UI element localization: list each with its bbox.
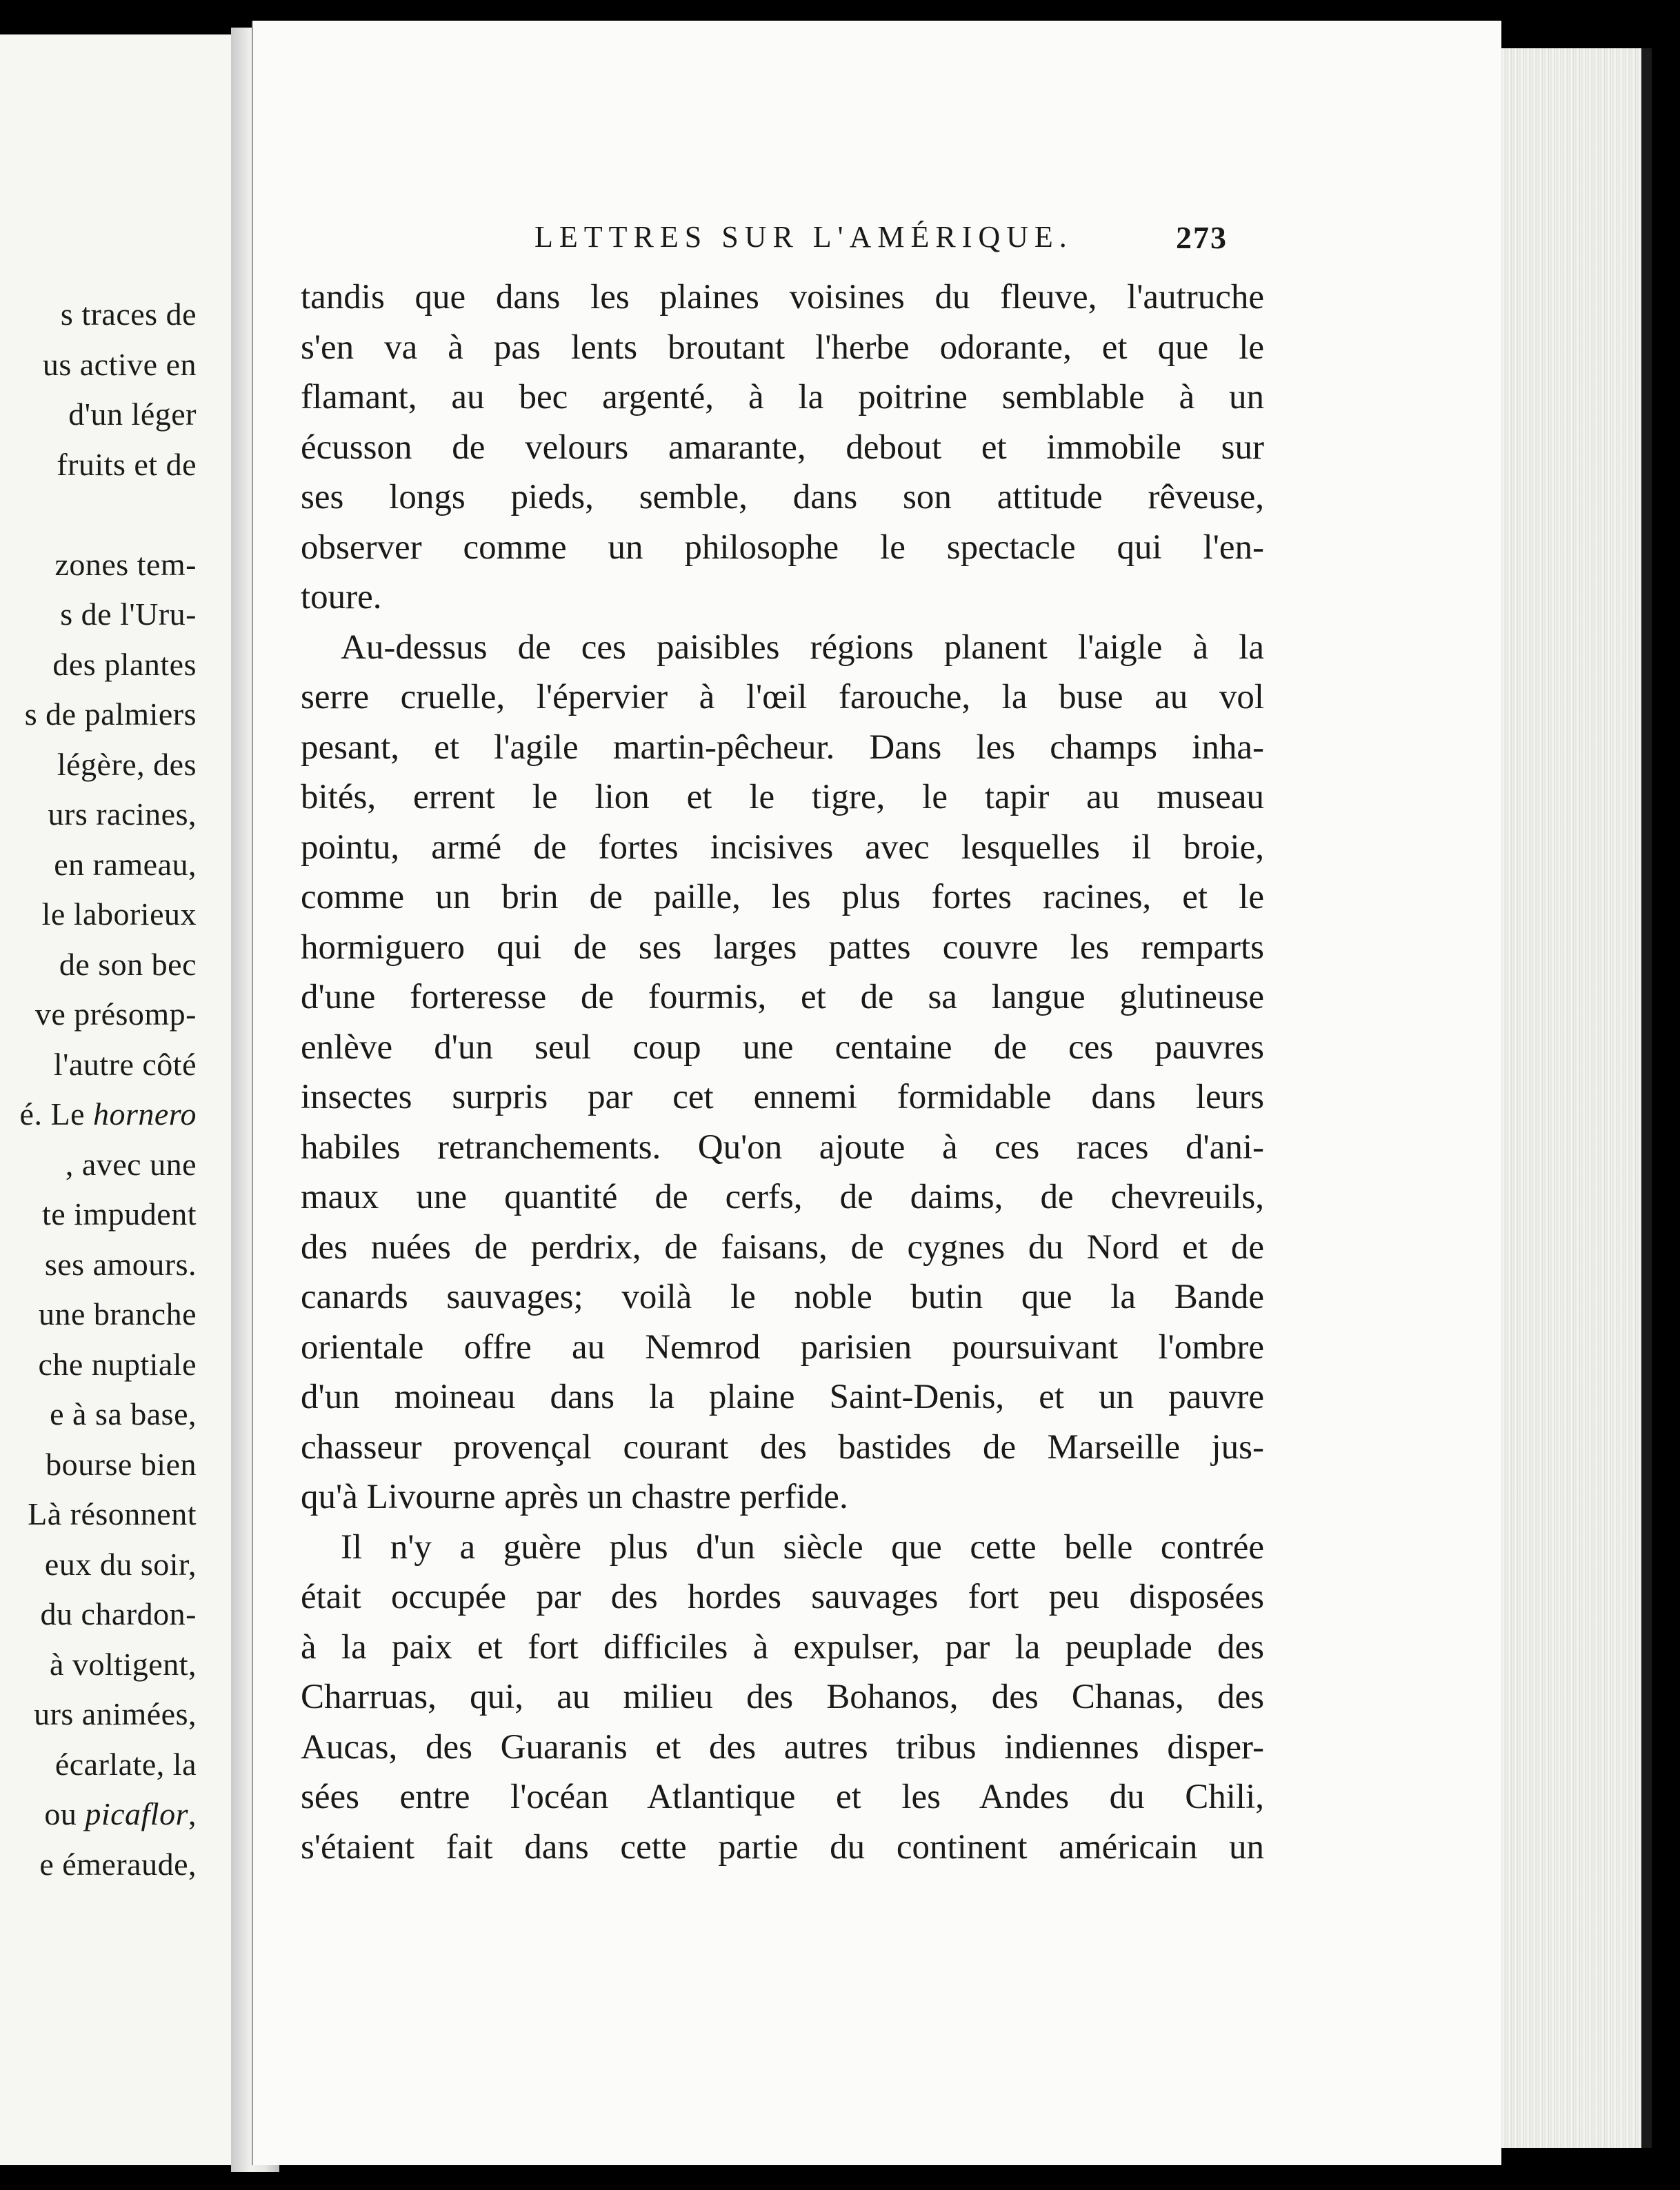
italic-word: picaflor bbox=[85, 1796, 188, 1831]
facing-line: ve présomp- bbox=[34, 996, 197, 1032]
text-line: bités, errent le lion et le tigre, le tapir au museau bbox=[301, 778, 1264, 816]
text-line: enlève d'un seul coup une centaine de ces pauvres bbox=[301, 1027, 1264, 1067]
facing-line: en rameau, bbox=[54, 846, 197, 882]
facing-line: ses amours. bbox=[44, 1246, 197, 1282]
facing-line: é. Le hornero bbox=[19, 1096, 197, 1132]
text-line: insectes surpris par cet ennemi formidable dans leurs bbox=[301, 1078, 1264, 1116]
facing-line: s traces de bbox=[60, 297, 197, 332]
text-line: maux une quantité de cerfs, de daims, de chevreuils, bbox=[301, 1178, 1264, 1216]
facing-line: us active en bbox=[42, 346, 197, 382]
text-line: observer comme un philosophe le spectacle qui l'en- bbox=[301, 528, 1264, 567]
facing-page-text bbox=[0, 290, 197, 1889]
text-line: ses longs pieds, semble, dans son attitude rêveuse, bbox=[301, 478, 1264, 516]
italic-word: hornero bbox=[92, 1096, 197, 1132]
facing-line: des plantes bbox=[52, 646, 197, 682]
text-line: Aucas, des Guaranis et des autres tribus indiennes disper- bbox=[301, 1727, 1264, 1767]
text-line: serre cruelle, l'épervier à l'œil farouche, la buse au vol bbox=[301, 678, 1264, 716]
text-line: canards sauvages; voilà le noble butin que la Bande bbox=[301, 1278, 1264, 1316]
facing-line: e émeraude, bbox=[39, 1846, 197, 1882]
page-number: 273 bbox=[1176, 220, 1228, 255]
text-line: était occupée par des hordes sauvages fort peu disposées bbox=[301, 1578, 1264, 1616]
text-line: qu'à Livourne après un chastre perfide. bbox=[301, 1478, 848, 1516]
text-line: Charruas, qui, au milieu des Bohanos, des Chanas, des bbox=[301, 1678, 1264, 1716]
facing-line: s de palmiers bbox=[24, 696, 197, 732]
facing-line: écarlate, la bbox=[54, 1746, 197, 1782]
text-line: pesant, et l'agile martin-pêcheur. Dans les champs inha- bbox=[301, 727, 1264, 767]
text-line: écusson de velours amarante, debout et immobile sur bbox=[301, 428, 1264, 467]
facing-line: e à sa base, bbox=[50, 1396, 197, 1431]
text-line: hormiguero qui de ses larges pattes couvre les remparts bbox=[301, 927, 1264, 967]
facing-line: le laborieux bbox=[41, 896, 197, 932]
facing-line: à voltigent, bbox=[50, 1646, 197, 1682]
facing-line: d'un léger bbox=[68, 396, 197, 432]
facing-line: du chardon- bbox=[40, 1596, 197, 1631]
body-text bbox=[301, 272, 1264, 1872]
facing-line: urs animées, bbox=[34, 1696, 197, 1731]
facing-line: zones tem- bbox=[54, 546, 197, 582]
text-line: habiles retranchements. Qu'on ajoute à ces races d'ani- bbox=[301, 1127, 1264, 1167]
facing-line bbox=[0, 490, 197, 540]
facing-page-left bbox=[0, 34, 233, 2165]
facing-line: che nuptiale bbox=[38, 1346, 197, 1382]
running-title: LETTRES SUR L'AMÉRIQUE. bbox=[534, 220, 1073, 254]
facing-line: eux du soir, bbox=[44, 1546, 197, 1582]
facing-line: s de l'Uru- bbox=[60, 596, 197, 632]
text-line: s'en va à pas lents broutant l'herbe odorante, et que le bbox=[301, 328, 1264, 367]
paragraph-start: Il n'y a guère plus d'un siècle que cette belle contrée bbox=[341, 1527, 1264, 1567]
text-line: s'étaient fait dans cette partie du continent américain un bbox=[301, 1827, 1264, 1867]
facing-line: , avec une bbox=[65, 1146, 197, 1182]
text-line: comme un brin de paille, les plus fortes racines, et le bbox=[301, 878, 1264, 916]
text-line: à la paix et fort difficiles à expulser, par la peuplade des bbox=[301, 1627, 1264, 1667]
text-line: chasseur provençal courant des bastides de Marseille jus- bbox=[301, 1427, 1264, 1467]
text-line: d'une forteresse de fourmis, et de sa langue glutineuse bbox=[301, 978, 1264, 1016]
text-line: pointu, armé de fortes incisives avec lesquelles il broie, bbox=[301, 827, 1264, 867]
book-edge-shadow bbox=[1641, 48, 1652, 2148]
facing-line: légère, des bbox=[57, 746, 197, 782]
facing-line: bourse bien bbox=[46, 1446, 197, 1482]
facing-line: de son bec bbox=[59, 946, 197, 982]
text-line: sées entre l'océan Atlantique et les Andes du Chili, bbox=[301, 1778, 1264, 1816]
facing-line: Là résonnent bbox=[28, 1496, 197, 1531]
facing-line: te impudent bbox=[42, 1196, 197, 1232]
facing-line: ou picaflor, bbox=[44, 1796, 197, 1831]
text-line: orientale offre au Nemrod parisien poursuivant l'ombre bbox=[301, 1327, 1264, 1367]
facing-line: une branche bbox=[39, 1296, 197, 1332]
text-line: des nuées de perdrix, de faisans, de cygnes du Nord et de bbox=[301, 1227, 1264, 1267]
text-line: toure. bbox=[301, 578, 382, 616]
text-line: tandis que dans les plaines voisines du fleuve, l'autruche bbox=[301, 278, 1264, 317]
text-line: d'un moineau dans la plaine Saint-Denis, et un pauvre bbox=[301, 1378, 1264, 1416]
paragraph-start: Au-dessus de ces paisibles régions planent l'aigle à la bbox=[341, 627, 1264, 667]
facing-line: l'autre côté bbox=[53, 1046, 197, 1082]
text-line: flamant, au bec argenté, à la poitrine semblable à un bbox=[301, 378, 1264, 416]
facing-line: urs racines, bbox=[48, 796, 197, 832]
facing-line: fruits et de bbox=[57, 446, 197, 482]
